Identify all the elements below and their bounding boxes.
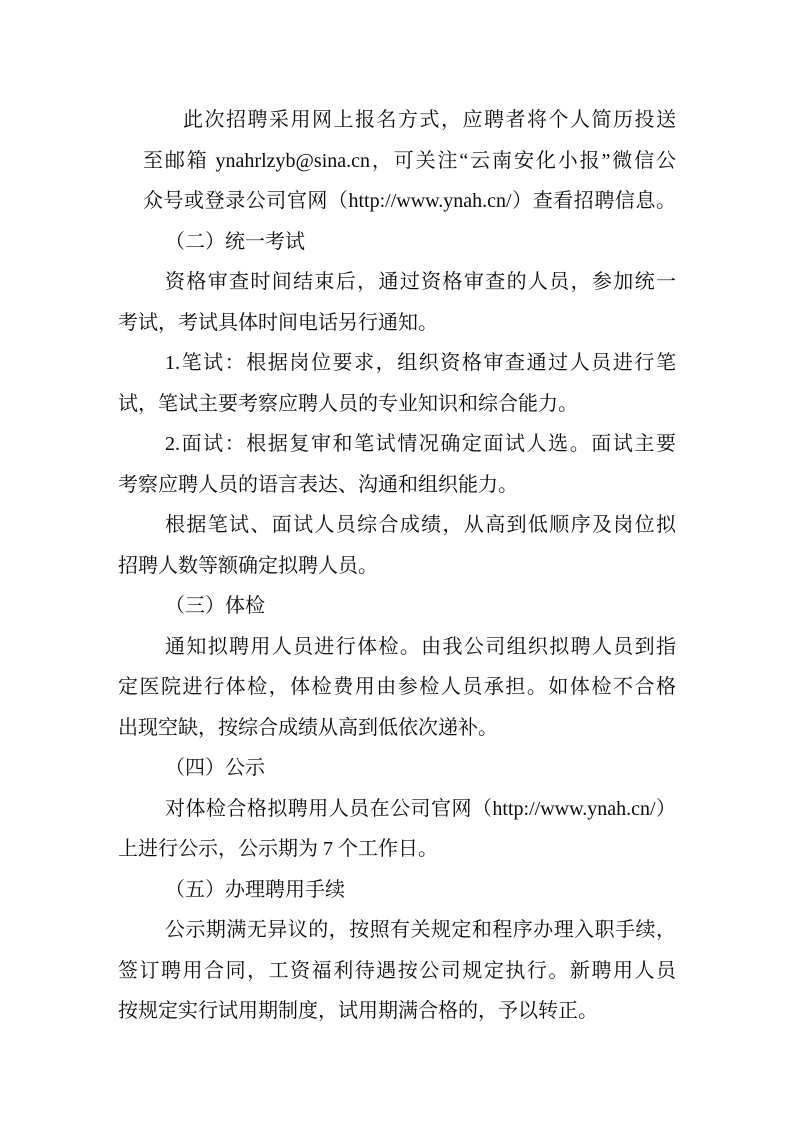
section-heading: （三）体检 (165, 595, 265, 617)
text-line: 考试，考试具体时间电话另行通知。 (118, 311, 438, 334)
text-line: 此次招聘采用网上报名方式，应聘者将个人简历投送 (183, 109, 676, 131)
section-heading: （五）办理聘用手续 (165, 878, 345, 901)
text-line: 上进行公示，公示期为 7 个工作日。 (118, 838, 438, 860)
text-line: 签订聘用合同，工资福利待遇按公司规定执行。新聘用人员 (118, 959, 676, 982)
text-line: 通知拟聘用人员进行体检。由我公司组织拟聘人员到指 (165, 635, 676, 658)
text-line: 按规定实行试用期制度，试用期满合格的，予以转正。 (118, 1000, 598, 1022)
section-heading: （四）公示 (165, 757, 265, 779)
text-line: 出现空缺，按综合成绩从高到低依次递补。 (118, 716, 498, 739)
text-line: 公示期满无异议的，按照有关规定和程序办理入职手续， (165, 919, 676, 941)
text-line: 根据笔试、面试人员综合成绩，从高到低顺序及岗位拟 (165, 514, 676, 536)
text-line: 招聘人数等额确定拟聘人员。 (118, 554, 378, 577)
text-line: 2.面试：根据复审和笔试情况确定面试人选。面试主要 (165, 433, 676, 455)
text-line: 资格审查时间结束后，通过资格审查的人员，参加统一 (165, 271, 676, 293)
section-heading: （二）统一考试 (165, 230, 305, 253)
text-line: 定医院进行体检，体检费用由参检人员承担。如体检不合格 (118, 676, 676, 698)
text-line: 至邮箱 ynahrlzyb@sina.cn，可关注“云南安化小报”微信公 (143, 149, 676, 172)
document-body (118, 100, 676, 1032)
text-line: 1.笔试：根据岗位要求，组织资格审查通过人员进行笔 (165, 352, 676, 374)
text-line: 试，笔试主要考察应聘人员的专业知识和综合能力。 (118, 392, 578, 415)
text-line: 考察应聘人员的语言表达、沟通和组织能力。 (118, 473, 518, 496)
text-line: 对体检合格拟聘用人员在公司官网（http://www.ynah.cn/） (165, 797, 676, 820)
text-line: 众号或登录公司官网（http://www.ynah.cn/）查看招聘信息。 (143, 190, 676, 212)
